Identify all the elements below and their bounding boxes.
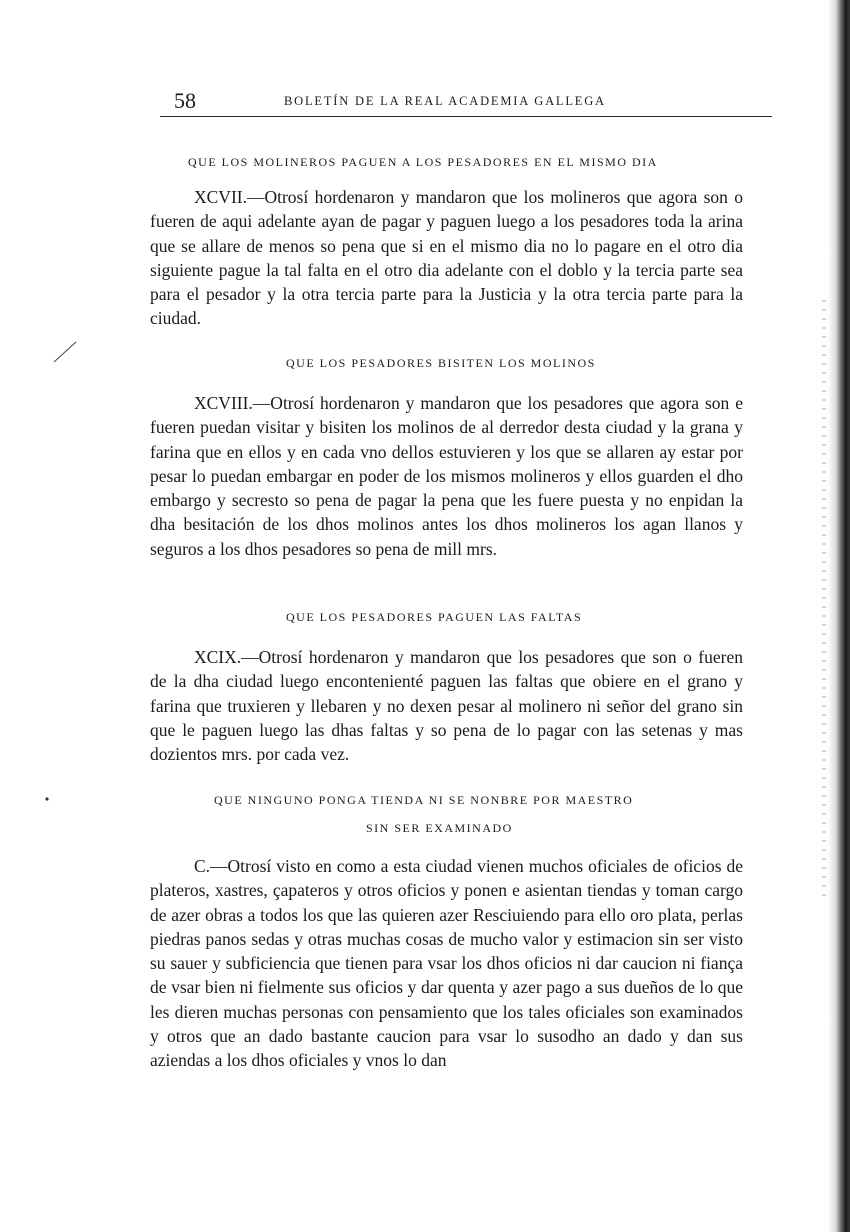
paragraph-text: XCIX.—Otrosí hordenaron y mandaron que los pesadores que son o fueren de la dha ciudad luego encontenienté paguen las faltas que obiere en el grano y farina que truxieren y llebaren y no dexen pesar al molinero ni señor del grano sin que le paguen luego las dhas faltas y so pena de lo pagar con las setenas y mas dozientos mrs. por cada vez.: [150, 647, 743, 765]
scanned-page-edge: [828, 0, 850, 1232]
paragraph: [150, 645, 743, 766]
page-header: [160, 86, 772, 117]
paragraph-text: C.—Otrosí visto en como a esta ciudad vienen muchos oficiales de oficios de plateros, xastres, çapateros y otros oficios y ponen e asientan tiendas y toman cargo de azer obras a todos los que las quieren azer Resciuiendo para ello oro plata, perlas piedras panos sedas y otras muchas cosas de mucho valor y estimacion sin ser visto su sauer y subficiencia que tienen para vsar los dhos oficios ni dar caucion ni fiança de vsar bien ni fielmente sus oficios y dar quenta y azer pago a sus dueños de lo que les dieren muchas personas con pensamiento que los tales oficiales son examinados y otros que an dado bastante caucion para vsar lo susodho an dado y dan sus aziendas a los dhos oficiales y vnos lo dan: [150, 856, 743, 1071]
section-heading: QUE LOS PESADORES PAGUEN LAS FALTAS: [286, 610, 583, 624]
paragraph-text: XCVIII.—Otrosí hordenaron y mandaron que los pesadores que agora son e fueren puedan visitar y bisiten los molinos de al derredor desta ciudad y la grana y farina que en ellos y en cada vno dellos estuvieren y los que se allaren ay estar por pesar lo puedan embargar en poder de los mismos molineros y ellos guarden el dho embargo y secresto so pena de pagar la pena que les fuere puesta y no enpidan la dha besitación de los dhos molinos antes los dhos molineros los agan llanos y seguros a los dhos pesadores so pena de mill mrs.: [150, 393, 743, 559]
paragraph: [150, 391, 743, 561]
paragraph: [150, 854, 743, 1073]
page-number: 58: [174, 88, 196, 113]
stray-mark: [52, 340, 78, 364]
section-heading-line-1: QUE NINGUNO PONGA TIENDA NI SE NONBRE POR MAESTRO: [214, 793, 634, 807]
running-title: BOLETÍN DE LA REAL ACADEMIA GALLEGA: [284, 94, 606, 108]
stray-dot: [44, 796, 50, 802]
scan-noise: [822, 300, 826, 900]
paragraph-text: XCVII.—Otrosí hordenaron y mandaron que los molineros que agora son o fueren de aqui adelante ayan de pagar y paguen luego a los pesadores toda la arina que se allare de menos so pena que si en el mismo dia no lo pagare en el otro dia siguiente pague la tal falta en el otro dia adelante con el doblo y la tercia parte sea para el pesador y la otra tercia parte para la Justicia y la otra tercia parte para la ciudad.: [150, 187, 743, 329]
section-heading: QUE LOS PESADORES BISITEN LOS MOLINOS: [286, 356, 596, 370]
section-heading: QUE LOS MOLINEROS PAGUEN A LOS PESADORES EN EL MISMO DIA: [188, 155, 658, 169]
section-heading-line-2: SIN SER EXAMINADO: [366, 821, 513, 835]
paragraph: [150, 185, 743, 331]
